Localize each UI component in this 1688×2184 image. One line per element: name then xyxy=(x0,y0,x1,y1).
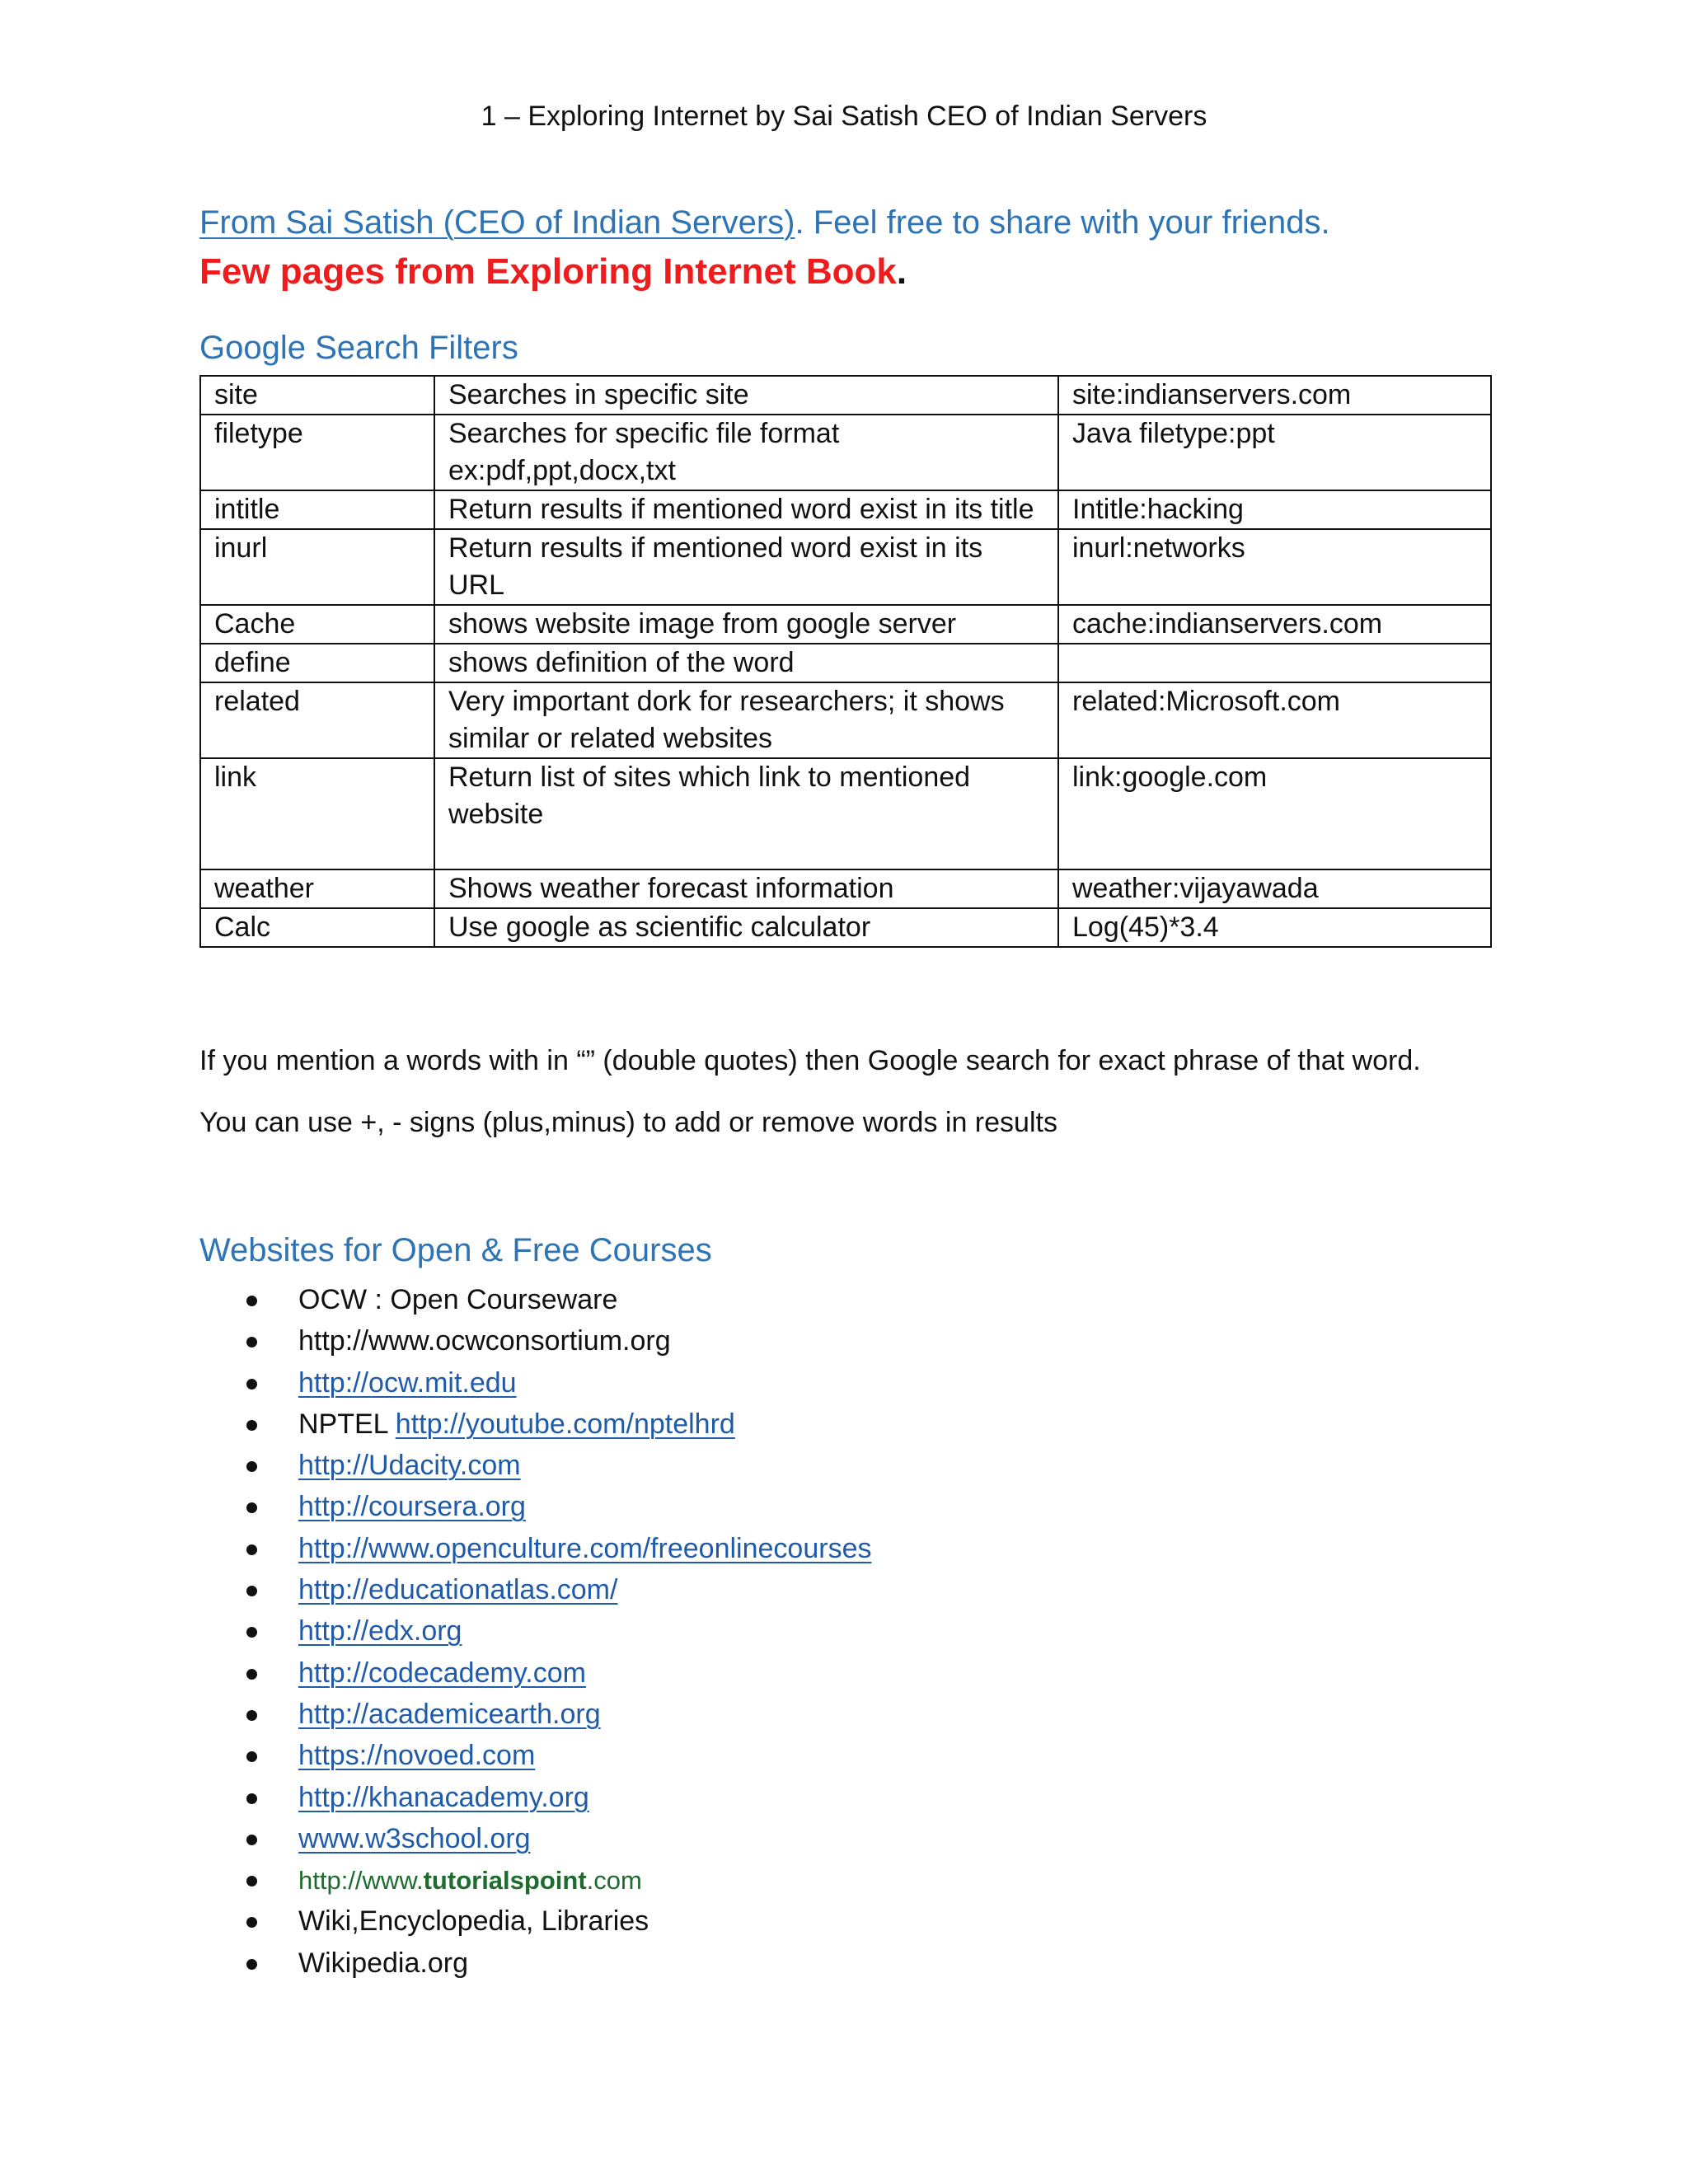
bullet-icon xyxy=(246,1337,257,1347)
courses-list xyxy=(199,1279,871,1984)
list-item xyxy=(199,1777,871,1818)
bullet-icon xyxy=(246,1959,257,1970)
list-item xyxy=(199,1486,871,1527)
book-title-line xyxy=(199,251,1330,293)
list-item xyxy=(199,1610,871,1652)
cell-description: Very important dork for researchers; it shows similar or related websites xyxy=(434,682,1058,758)
courses-heading: Websites for Open & Free Courses xyxy=(199,1232,712,1268)
cell-description: Return results if mentioned word exist in its title xyxy=(434,490,1058,529)
table-row xyxy=(200,415,1491,490)
cell-description: Shows weather forecast information xyxy=(434,869,1058,908)
list-item xyxy=(199,1528,871,1569)
list-item xyxy=(199,1404,871,1445)
cell-example: Intitle:hacking xyxy=(1058,490,1491,529)
table-row xyxy=(200,869,1491,908)
cell-example: related:Microsoft.com xyxy=(1058,682,1491,758)
cell-description: shows definition of the word xyxy=(434,644,1058,682)
bullet-icon xyxy=(246,1461,257,1472)
bullet-icon xyxy=(246,1502,257,1513)
google-filters-table xyxy=(199,375,1492,948)
bullet-icon xyxy=(246,1917,257,1928)
list-item-text: http://www.ocwconsortium.org xyxy=(298,1325,671,1357)
course-link[interactable]: https://novoed.com xyxy=(298,1740,536,1772)
course-link[interactable]: http://youtube.com/nptelhrd xyxy=(395,1408,735,1440)
bullet-icon xyxy=(246,1586,257,1596)
bullet-icon xyxy=(246,1379,257,1390)
cell-description: Return list of sites which link to mentioned website xyxy=(434,758,1058,869)
bullet-icon xyxy=(246,1793,257,1804)
cell-example: cache:indianservers.com xyxy=(1058,605,1491,644)
list-item xyxy=(199,1652,871,1694)
cell-example: link:google.com xyxy=(1058,758,1491,869)
cell-description: Return results if mentioned word exist in its URL xyxy=(434,529,1058,605)
bullet-icon xyxy=(246,1876,257,1886)
list-item xyxy=(199,1735,871,1776)
list-item-text: Wiki,Encyclopedia, Libraries xyxy=(298,1905,649,1938)
table-row xyxy=(200,490,1491,529)
list-item-text: Wikipedia.org xyxy=(298,1947,468,1979)
list-item xyxy=(199,1694,871,1735)
course-link[interactable]: http://Udacity.com xyxy=(298,1450,521,1482)
list-item xyxy=(199,1320,871,1361)
cell-description: shows website image from google server xyxy=(434,605,1058,644)
cell-example: inurl:networks xyxy=(1058,529,1491,605)
bullet-icon xyxy=(246,1751,257,1762)
book-title-period: . xyxy=(896,251,907,292)
table-row xyxy=(200,682,1491,758)
tutorialspoint-link[interactable] xyxy=(298,1866,642,1895)
table-row xyxy=(200,376,1491,415)
course-link[interactable]: www.w3school.org xyxy=(298,1822,531,1854)
bullet-icon xyxy=(246,1296,257,1306)
list-item xyxy=(199,1279,871,1320)
table-row xyxy=(200,758,1491,869)
list-item xyxy=(199,1859,871,1900)
cell-filter: define xyxy=(200,644,434,682)
cell-filter: inurl xyxy=(200,529,434,605)
list-item xyxy=(199,1943,871,1984)
bullet-icon xyxy=(246,1835,257,1845)
intro-block xyxy=(199,204,1330,293)
share-note: . Feel free to share with your friends. xyxy=(795,204,1330,241)
bullet-icon xyxy=(246,1420,257,1431)
table-row xyxy=(200,644,1491,682)
table-row xyxy=(200,529,1491,605)
course-link[interactable]: http://khanacademy.org xyxy=(298,1781,589,1813)
table-row xyxy=(200,908,1491,947)
list-item-text: OCW : Open Courseware xyxy=(298,1284,618,1315)
course-link[interactable]: http://coursera.org xyxy=(298,1491,526,1523)
tip-plus-minus: You can use +, - signs (plus,minus) to add or remove words in results xyxy=(199,1107,1057,1138)
course-link[interactable]: http://academicearth.org xyxy=(298,1698,601,1730)
cell-example: weather:vijayawada xyxy=(1058,869,1491,908)
course-link[interactable]: http://edx.org xyxy=(298,1615,462,1647)
cell-example: Log(45)*3.4 xyxy=(1058,908,1491,947)
cell-filter: intitle xyxy=(200,490,434,529)
list-item xyxy=(199,1569,871,1610)
link-suffix: .com xyxy=(586,1866,642,1896)
link-brand: tutorialspoint xyxy=(423,1866,587,1896)
course-link[interactable]: http://codecademy.com xyxy=(298,1657,586,1689)
cell-description: Use google as scientific calculator xyxy=(434,908,1058,947)
cell-filter: weather xyxy=(200,869,434,908)
table-row xyxy=(200,605,1491,644)
cell-description: Searches for specific file format ex:pdf,ppt,docx,txt xyxy=(434,415,1058,490)
list-item xyxy=(199,1362,871,1404)
cell-filter: filetype xyxy=(200,415,434,490)
google-filters-heading: Google Search Filters xyxy=(199,330,518,366)
bullet-icon xyxy=(246,1627,257,1638)
bullet-icon xyxy=(246,1669,257,1680)
intro-credit-line xyxy=(199,204,1330,241)
cell-filter: site xyxy=(200,376,434,415)
filters-table-body xyxy=(200,376,1491,947)
course-link[interactable]: http://educationatlas.com/ xyxy=(298,1574,618,1606)
list-item xyxy=(199,1900,871,1942)
cell-example: Java filetype:ppt xyxy=(1058,415,1491,490)
link-prefix: http://www. xyxy=(298,1866,424,1896)
cell-description: Searches in specific site xyxy=(434,376,1058,415)
cell-filter: link xyxy=(200,758,434,869)
course-link[interactable]: http://www.openculture.com/freeonlinecourses xyxy=(298,1532,872,1564)
cell-filter: related xyxy=(200,682,434,758)
cell-example: site:indianservers.com xyxy=(1058,376,1491,415)
cell-filter: Cache xyxy=(200,605,434,644)
author-credit: From Sai Satish (CEO of Indian Servers) xyxy=(199,204,795,241)
course-link[interactable]: http://ocw.mit.edu xyxy=(298,1366,517,1399)
bullet-icon xyxy=(246,1710,257,1721)
cell-example xyxy=(1058,644,1491,682)
bullet-icon xyxy=(246,1544,257,1555)
book-title: Few pages from Exploring Internet Book xyxy=(199,251,897,292)
cell-filter: Calc xyxy=(200,908,434,947)
running-header: 1 – Exploring Internet by Sai Satish CEO of Indian Servers xyxy=(481,101,1207,132)
list-item-text: NPTEL xyxy=(298,1408,396,1440)
tip-exact-phrase: If you mention a words with in “” (double quotes) then Google search for exact phrase of that word. xyxy=(199,1045,1421,1076)
list-item xyxy=(199,1818,871,1859)
list-item xyxy=(199,1445,871,1486)
